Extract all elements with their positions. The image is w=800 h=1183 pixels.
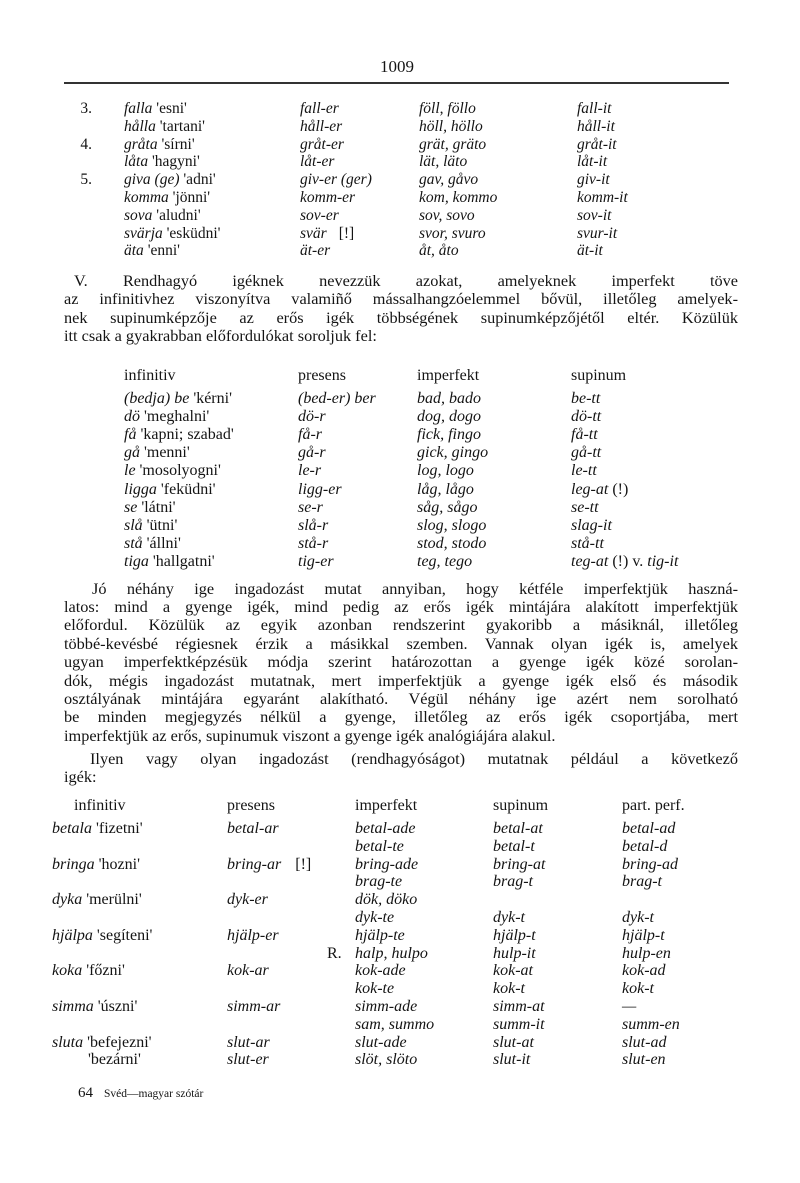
infinitive: få: [124, 426, 137, 444]
supinum: se-tt: [571, 498, 599, 516]
gloss: 'úszni': [93, 998, 138, 1015]
sheet-number: 64: [78, 1085, 93, 1101]
text-line: V. Rendhagyó igéknek nevezzük azokat, amelyeknek imperfekt töve: [74, 271, 738, 290]
infinitive-cell: [52, 962, 125, 980]
imperfekt: fick, fingo: [417, 426, 481, 444]
infinitive-cell: [124, 225, 220, 243]
supinum-alt: tig-it: [647, 552, 679, 570]
imperfekt: brag-te: [355, 873, 403, 891]
imperfekt: dök, döko: [355, 891, 418, 909]
gloss: 'adni': [179, 171, 216, 189]
presens: slå-r: [298, 516, 329, 534]
text-line: latos: mind a gyenge igék, mind pedig az erős igék mintájára alakított imperfektjük: [64, 597, 738, 616]
infinitive: dö: [124, 408, 140, 426]
gloss: 'fizetni': [92, 820, 143, 837]
paragraph-examples-intro-end: [64, 768, 97, 786]
supinum: låt-it: [577, 153, 608, 171]
gloss: 'feküdni': [156, 480, 216, 498]
presens: simm-ar: [227, 998, 281, 1015]
note-mark: (!) v.: [608, 552, 648, 570]
header-imperfekt: imperfekt: [417, 367, 480, 384]
presens: ligg-er: [298, 480, 342, 498]
presens: dyk-er: [227, 891, 268, 909]
infinitive-cell: [124, 189, 210, 207]
infinitive: sova: [124, 206, 153, 224]
imperfekt: låg, lågo: [417, 480, 474, 498]
infinitive: gråta: [124, 135, 158, 153]
presens-cell: [300, 225, 354, 243]
gloss: 'hozni': [94, 855, 140, 873]
gloss: 'merülni': [82, 891, 142, 909]
row-mark: R.: [327, 944, 342, 962]
supinum: slut-at: [493, 1033, 534, 1051]
header-presens: presens: [298, 367, 346, 384]
footer-title: Svéd—magyar szótár: [104, 1088, 204, 1100]
presens: le-r: [298, 462, 322, 480]
supinum-cell: [571, 553, 678, 571]
part-perf: kok-ad: [622, 962, 666, 980]
imperfekt: svor, svuro: [419, 224, 486, 242]
part-perf: dyk-t: [622, 909, 654, 926]
part-perf: betal-ad: [622, 820, 676, 837]
presens-cell: [300, 153, 334, 171]
gloss: 'kapni; szabad': [136, 426, 234, 444]
imperfekt: betal-te: [355, 837, 404, 855]
supinum: simm-at: [493, 998, 545, 1015]
infinitive-cell: [124, 207, 201, 225]
infinitive: falla: [124, 100, 153, 117]
infinitive: se: [124, 498, 138, 516]
gloss: 'ütni': [142, 516, 178, 534]
presens: dö-r: [298, 408, 326, 426]
imperfekt: dyk-te: [355, 909, 395, 926]
presens: hjälp-er: [227, 926, 279, 944]
infinitive-cell: [124, 153, 200, 171]
part-perf: betal-d: [622, 837, 668, 855]
supinum: betal-t: [493, 837, 535, 855]
paragraph-examples-intro: [90, 750, 738, 768]
infinitive: hålla: [124, 117, 156, 135]
supinum: slut-it: [493, 1051, 531, 1069]
supinum-cell: [571, 481, 628, 499]
infinitive: le: [124, 462, 136, 480]
presens: giv-er (ger): [300, 171, 372, 189]
supinum: komm-it: [577, 189, 628, 206]
row-number: 3.: [80, 100, 92, 117]
supinum: be-tt: [571, 390, 601, 407]
infinitive: hjälpa: [52, 926, 93, 944]
imperfekt: kok-ade: [355, 962, 406, 980]
gloss: 'jönni': [168, 189, 211, 206]
infinitive-cell: [124, 517, 177, 535]
text-line: többé-kevésbé régiesnek érzik a másikkal szemben. Vannak olyan igék is, amelyek: [64, 633, 738, 653]
header-supinum: supinum: [493, 797, 549, 814]
text-line: dók, mégis ingadozást mutatnak, mert imperfektjük a gyenge igék első és második: [64, 670, 738, 690]
supinum: stå-tt: [571, 534, 604, 552]
presens: gå-r: [298, 444, 326, 462]
supinum: slag-it: [571, 516, 612, 534]
infinitive-cell: [124, 462, 221, 480]
imperfekt: kom, kommo: [419, 189, 498, 206]
supinum: giv-it: [577, 171, 610, 189]
imperfekt: föll, föllo: [419, 100, 476, 117]
gloss: 'esküdni': [162, 224, 221, 242]
supinum: leg-at: [571, 480, 609, 498]
infinitive-cell: [124, 481, 216, 499]
supinum-cell: [571, 499, 599, 517]
paragraph-fluctuation: [84, 580, 738, 598]
imperfekt: bring-ade: [355, 855, 419, 873]
paragraph-fluctuation-body: [64, 598, 738, 745]
presens-cell: [300, 118, 342, 136]
imperfekt: halp, hulpo: [355, 944, 428, 962]
part-perf: summ-en: [622, 1015, 680, 1033]
presens-cell: [227, 998, 280, 1016]
row-number: 4.: [80, 135, 92, 153]
infinitive: stå: [124, 534, 143, 552]
presens-cell: [300, 136, 344, 154]
infinitive-cell: [124, 426, 234, 444]
imperfekt: slut-ade: [355, 1033, 407, 1051]
supinum: kok-t: [493, 980, 525, 998]
gloss: 'tartani': [155, 117, 205, 135]
infinitive: giva (ge): [124, 171, 180, 189]
infinitive: komma: [124, 189, 169, 206]
header-imperfekt: imperfekt: [355, 797, 418, 814]
presens: ät-er: [300, 242, 331, 260]
imperfekt: stod, stodo: [417, 534, 487, 552]
imperfekt: gav, gåvo: [419, 171, 479, 189]
part-perf: kok-t: [622, 980, 654, 998]
note-mark: (!): [608, 480, 629, 498]
section-v-text: [64, 272, 738, 346]
page-number: 1009: [380, 57, 414, 76]
gloss: 'hagyni': [148, 153, 200, 171]
presens-cell: [300, 171, 372, 189]
presens: få-r: [298, 426, 322, 444]
supinum: betal-at: [493, 820, 543, 837]
infinitive-cell: [124, 100, 187, 118]
gloss: 'segíteni': [92, 926, 153, 944]
infinitive-cell: [124, 499, 176, 517]
presens: gråt-er: [300, 135, 344, 153]
gloss: 'látni': [137, 498, 176, 516]
presens: slut-er: [227, 1051, 269, 1069]
presens-cell: [227, 856, 311, 874]
infinitive-cell: [124, 553, 215, 571]
presens: betal-ar: [227, 820, 279, 837]
infinitive-cell: [52, 1034, 152, 1052]
supinum: bring-at: [493, 855, 546, 873]
gloss: 'meghalni': [140, 408, 210, 426]
text-line: Ilyen vagy olyan ingadozást (rendhagyóságot) mutatnak például a következő: [90, 749, 738, 768]
presens: sov-er: [300, 206, 339, 224]
note-mark: [!]: [295, 855, 312, 873]
supinum: gråt-it: [577, 135, 617, 153]
imperfekt: sov, sovo: [419, 206, 475, 224]
infinitive: dyka: [52, 891, 83, 909]
supinum: svur-it: [577, 224, 618, 242]
gloss: 'állni': [142, 534, 181, 552]
gloss: 'kérni': [189, 390, 232, 407]
text-line: az infinitivhez viszonyítva valamiñő mássalhangzóelemmel bővül, illetőleg amelyek-: [64, 289, 738, 309]
imperfekt: slöt, slöto: [355, 1051, 418, 1069]
gloss: 'menni': [140, 444, 190, 462]
imperfekt: hjälp-te: [355, 926, 405, 944]
presens-cell: [227, 1051, 269, 1069]
imperfekt: dog, dogo: [417, 408, 481, 426]
header-presens: presens: [227, 797, 275, 814]
presens-cell: [300, 242, 330, 260]
text-line: ugyan imperfektképzésük módja szerint határozottan a gyenge igék közé sorolan-: [64, 652, 738, 672]
infinitive: slå: [124, 516, 143, 534]
presens-cell: [300, 189, 355, 207]
gloss: 'enni': [143, 242, 180, 260]
presens: tig-er: [298, 552, 334, 570]
supinum-cell: [571, 408, 601, 426]
infinitive-cell: [52, 856, 140, 874]
imperfekt: slog, slogo: [417, 516, 487, 534]
header-supinum: supinum: [571, 367, 627, 384]
presens: låt-er: [300, 153, 335, 171]
text-line: igék:: [64, 767, 97, 786]
presens: stå-r: [298, 534, 329, 552]
text-line: osztályának mintájára egyaránt alakítható. Végül néhány ige azért nem sorolható: [64, 689, 738, 709]
supinum: teg-at: [571, 552, 609, 570]
infinitive-cell: [52, 891, 142, 909]
supinum-cell: [571, 462, 597, 480]
infinitive-cell: [88, 1051, 141, 1069]
supinum: le-tt: [571, 462, 597, 480]
infinitive: koka: [52, 962, 83, 980]
gloss: 'befejezni': [83, 1033, 152, 1051]
note-mark: [!]: [338, 224, 355, 242]
imperfekt: gick, gingo: [417, 444, 489, 462]
gloss: 'bezárni': [88, 1051, 141, 1069]
part-perf: slut-ad: [622, 1033, 667, 1051]
supinum: kok-at: [493, 962, 533, 980]
text-line: imperfektjük az erős, supinumuk viszont a gyenge igék analógiájára alakul.: [64, 725, 556, 745]
supinum-cell: [571, 444, 601, 462]
infinitive: (bedja) be: [124, 390, 190, 407]
imperfekt: grät, gräto: [419, 135, 487, 153]
gloss: 'hallgatni': [148, 552, 215, 570]
presens-cell: [227, 927, 279, 945]
infinitive: gå: [124, 444, 140, 462]
supinum: hjälp-t: [493, 926, 536, 944]
infinitive: äta: [124, 242, 144, 260]
row-number: 5.: [80, 171, 92, 189]
infinitive: svärja: [124, 224, 163, 242]
infinitive: ligga: [124, 480, 157, 498]
infinitive: betala: [52, 820, 92, 837]
supinum: ät-it: [577, 242, 603, 260]
presens: kok-ar: [227, 962, 269, 980]
supinum-cell: [571, 426, 598, 444]
supinum: hulp-it: [493, 944, 536, 962]
text-line: itt csak a gyakrabban előfordulókat soroljuk fel:: [64, 326, 377, 346]
presens: bring-ar: [227, 855, 282, 873]
text-line: előfordul. Közülük az egyik azonban rendszerint gyakoribb a másiknál, illetőleg: [64, 615, 738, 635]
part-perf: —: [622, 998, 637, 1015]
header-part-perf: part. perf.: [622, 797, 685, 814]
part-perf: hulp-en: [622, 944, 671, 962]
infinitive: bringa: [52, 855, 95, 873]
imperfekt: teg, tego: [417, 552, 473, 570]
imperfekt: simm-ade: [355, 998, 418, 1015]
part-perf: brag-t: [622, 873, 662, 891]
part-perf: bring-ad: [622, 855, 678, 873]
presens-cell: [300, 207, 339, 225]
supinum: få-tt: [571, 426, 598, 444]
presens: håll-er: [300, 117, 343, 135]
supinum: dö-tt: [571, 408, 602, 426]
gloss: 'aludni': [152, 206, 201, 224]
presens-cell: [227, 1034, 270, 1052]
presens: slut-ar: [227, 1033, 270, 1051]
imperfekt: åt, åto: [419, 242, 459, 260]
presens: fall-er: [300, 100, 339, 117]
text-line: Jó néhány ige ingadozást mutat annyiban, hogy kétféle imperfektjük haszná-: [92, 579, 738, 598]
infinitive: sluta: [52, 1033, 84, 1051]
infinitive-cell: [124, 535, 181, 553]
supinum: gå-tt: [571, 444, 602, 462]
infinitive: låta: [124, 153, 149, 171]
supinum-cell: [571, 390, 600, 408]
presens: komm-er: [300, 189, 356, 206]
header-rule: [64, 82, 729, 84]
supinum: dyk-t: [493, 909, 525, 926]
gloss: 'főzni': [82, 962, 125, 980]
infinitive: tiga: [124, 552, 149, 570]
presens: svär: [300, 224, 327, 242]
part-perf: hjälp-t: [622, 926, 665, 944]
supinum: summ-it: [493, 1015, 545, 1033]
header-infinitiv: infinitiv: [74, 797, 126, 814]
imperfekt: höll, höllo: [419, 117, 483, 135]
supinum-cell: [571, 517, 612, 535]
infinitive-cell: [124, 444, 190, 462]
infinitive-cell: [52, 820, 143, 838]
imperfekt: betal-ade: [355, 820, 416, 837]
presens-cell: [227, 820, 279, 838]
supinum-cell: [571, 535, 604, 553]
text-line: be minden megjegyzés nélkül a gyenge, illetőleg az erős igék csoportjába, mert: [64, 707, 738, 727]
infinitive-cell: [52, 998, 137, 1016]
supinum: fall-it: [577, 100, 612, 117]
infinitive: simma: [52, 998, 94, 1015]
infinitive-cell: [124, 408, 209, 426]
gloss: 'esni': [152, 100, 187, 117]
supinum: sov-it: [577, 206, 612, 224]
infinitive-cell: [124, 136, 195, 154]
text-line: nek supinumképzője az erős igék többségének supinumképzőjétől eltér. Közülük: [64, 307, 738, 327]
infinitive-cell: [124, 171, 216, 189]
supinum: håll-it: [577, 117, 615, 135]
imperfekt: sam, summo: [355, 1015, 435, 1033]
header-infinitiv: infinitiv: [124, 367, 176, 384]
presens: se-r: [298, 498, 323, 516]
presens: (bed-er) ber: [298, 390, 376, 407]
imperfekt: såg, sågo: [417, 498, 478, 516]
gloss: 'mosolyogni': [135, 462, 221, 480]
presens-cell: [227, 891, 268, 909]
gloss: 'sírni': [157, 135, 195, 153]
imperfekt: kok-te: [355, 980, 395, 998]
imperfekt: bad, bado: [417, 390, 481, 407]
infinitive-cell: [52, 927, 152, 945]
imperfekt: lät, läto: [419, 153, 468, 171]
supinum: brag-t: [493, 873, 533, 891]
imperfekt: log, logo: [417, 462, 474, 480]
infinitive-cell: [124, 390, 232, 408]
infinitive-cell: [124, 118, 205, 136]
infinitive-cell: [124, 242, 180, 260]
presens-cell: [300, 100, 339, 118]
presens-cell: [227, 962, 269, 980]
part-perf: slut-en: [622, 1051, 666, 1069]
